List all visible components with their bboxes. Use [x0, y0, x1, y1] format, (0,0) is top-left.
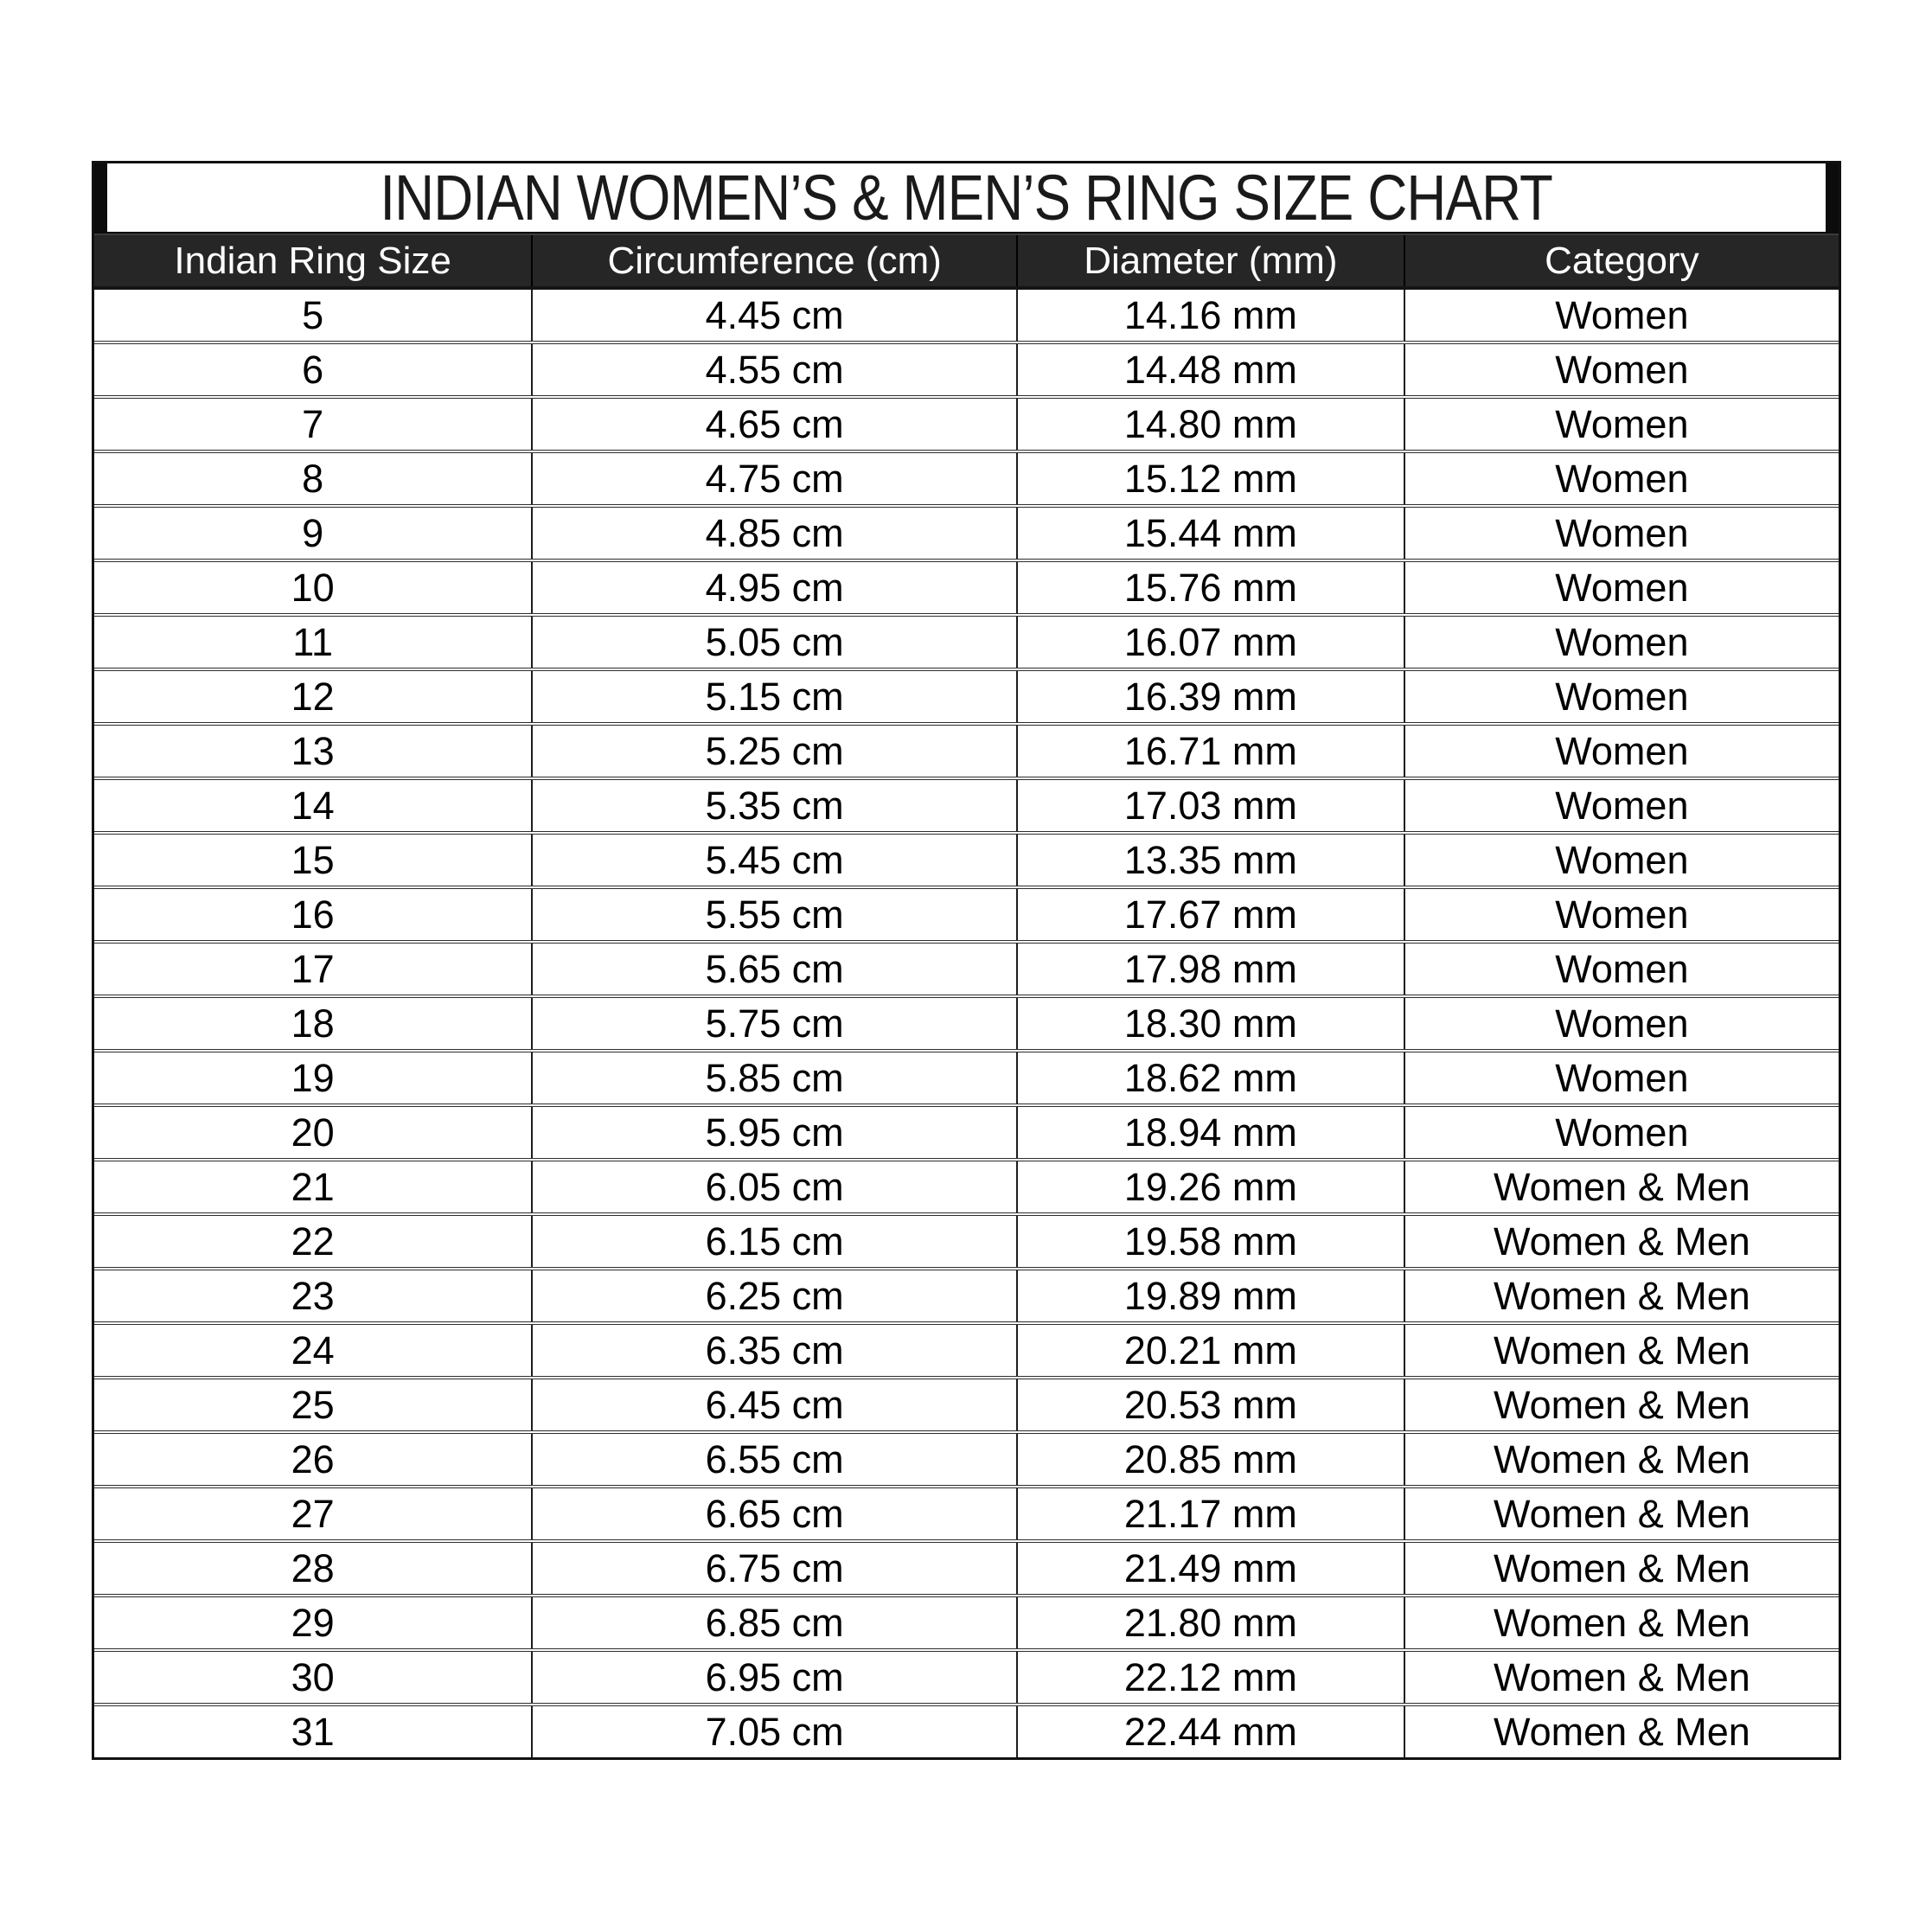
ring-size-cell: 24 [94, 1323, 532, 1378]
diameter-cell: 20.21 mm [1017, 1323, 1404, 1378]
diameter-cell: 16.39 mm [1017, 669, 1404, 724]
category-cell: Women & Men [1404, 1650, 1839, 1705]
ring-size-cell: 27 [94, 1487, 532, 1541]
circumference-cell: 4.65 cm [532, 397, 1017, 451]
circumference-cell: 5.75 cm [532, 996, 1017, 1051]
ring-size-cell: 19 [94, 1051, 532, 1105]
diameter-cell: 14.16 mm [1017, 288, 1404, 342]
circumference-cell: 4.75 cm [532, 451, 1017, 506]
category-cell: Women & Men [1404, 1214, 1839, 1269]
circumference-cell: 5.35 cm [532, 778, 1017, 833]
circumference-cell: 5.05 cm [532, 615, 1017, 669]
circumference-cell: 6.55 cm [532, 1432, 1017, 1487]
table-row [94, 560, 1839, 615]
header-row [94, 234, 1839, 288]
ring-size-cell: 20 [94, 1105, 532, 1160]
table-header [94, 234, 1839, 288]
ring-size-cell: 22 [94, 1214, 532, 1269]
table-row [94, 724, 1839, 778]
circumference-cell: 5.55 cm [532, 887, 1017, 942]
circumference-cell: 6.95 cm [532, 1650, 1017, 1705]
circumference-cell: 4.85 cm [532, 506, 1017, 560]
circumference-cell: 7.05 cm [532, 1705, 1017, 1757]
circumference-cell: 5.95 cm [532, 1105, 1017, 1160]
table-row [94, 669, 1839, 724]
ring-size-cell: 6 [94, 342, 532, 397]
diameter-cell: 15.12 mm [1017, 451, 1404, 506]
category-cell: Women & Men [1404, 1323, 1839, 1378]
category-cell: Women [1404, 942, 1839, 996]
diameter-cell: 14.48 mm [1017, 342, 1404, 397]
ring-size-cell: 31 [94, 1705, 532, 1757]
diameter-cell: 21.17 mm [1017, 1487, 1404, 1541]
diameter-cell: 15.76 mm [1017, 560, 1404, 615]
category-cell: Women [1404, 288, 1839, 342]
category-cell: Women & Men [1404, 1705, 1839, 1757]
circumference-cell: 4.95 cm [532, 560, 1017, 615]
circumference-cell: 4.45 cm [532, 288, 1017, 342]
diameter-cell: 18.30 mm [1017, 996, 1404, 1051]
ring-size-cell: 21 [94, 1160, 532, 1214]
circumference-cell: 6.65 cm [532, 1487, 1017, 1541]
column-header-category: Category [1404, 234, 1839, 288]
category-cell: Women & Men [1404, 1378, 1839, 1432]
diameter-cell: 21.49 mm [1017, 1541, 1404, 1596]
ring-size-cell: 16 [94, 887, 532, 942]
category-cell: Women & Men [1404, 1432, 1839, 1487]
table-row [94, 996, 1839, 1051]
ring-size-cell: 8 [94, 451, 532, 506]
column-header-ring-size: Indian Ring Size [94, 234, 532, 288]
diameter-cell: 15.44 mm [1017, 506, 1404, 560]
table-row [94, 1323, 1839, 1378]
table-row [94, 451, 1839, 506]
table-body [94, 288, 1839, 1757]
ring-size-cell: 14 [94, 778, 532, 833]
circumference-cell: 4.55 cm [532, 342, 1017, 397]
chart-title-banner-inner [107, 163, 1826, 232]
category-cell: Women [1404, 669, 1839, 724]
category-cell: Women & Men [1404, 1160, 1839, 1214]
ring-size-cell: 7 [94, 397, 532, 451]
table-row [94, 1705, 1839, 1757]
diameter-cell: 14.80 mm [1017, 397, 1404, 451]
table-row [94, 1269, 1839, 1323]
ring-size-table [94, 234, 1839, 1757]
diameter-cell: 21.80 mm [1017, 1596, 1404, 1650]
circumference-cell: 5.85 cm [532, 1051, 1017, 1105]
category-cell: Women [1404, 1051, 1839, 1105]
circumference-cell: 6.25 cm [532, 1269, 1017, 1323]
category-cell: Women [1404, 506, 1839, 560]
ring-size-cell: 12 [94, 669, 532, 724]
diameter-cell: 22.44 mm [1017, 1705, 1404, 1757]
circumference-cell: 5.25 cm [532, 724, 1017, 778]
ring-size-cell: 10 [94, 560, 532, 615]
category-cell: Women [1404, 887, 1839, 942]
ring-size-cell: 25 [94, 1378, 532, 1432]
ring-size-cell: 28 [94, 1541, 532, 1596]
table-row [94, 1432, 1839, 1487]
diameter-cell: 17.98 mm [1017, 942, 1404, 996]
diameter-cell: 16.71 mm [1017, 724, 1404, 778]
category-cell: Women [1404, 724, 1839, 778]
table-row [94, 1650, 1839, 1705]
ring-size-cell: 30 [94, 1650, 532, 1705]
table-row [94, 942, 1839, 996]
circumference-cell: 6.75 cm [532, 1541, 1017, 1596]
circumference-cell: 6.85 cm [532, 1596, 1017, 1650]
category-cell: Women [1404, 560, 1839, 615]
ring-size-cell: 29 [94, 1596, 532, 1650]
chart-title-banner [94, 163, 1839, 234]
ring-size-cell: 11 [94, 615, 532, 669]
table-row [94, 288, 1839, 342]
category-cell: Women & Men [1404, 1269, 1839, 1323]
diameter-cell: 19.58 mm [1017, 1214, 1404, 1269]
ring-size-cell: 5 [94, 288, 532, 342]
category-cell: Women [1404, 778, 1839, 833]
table-row [94, 1214, 1839, 1269]
diameter-cell: 20.85 mm [1017, 1432, 1404, 1487]
ring-size-cell: 15 [94, 833, 532, 887]
table-row [94, 1105, 1839, 1160]
ring-size-cell: 13 [94, 724, 532, 778]
table-row [94, 1596, 1839, 1650]
category-cell: Women [1404, 615, 1839, 669]
category-cell: Women [1404, 996, 1839, 1051]
diameter-cell: 17.03 mm [1017, 778, 1404, 833]
category-cell: Women [1404, 397, 1839, 451]
circumference-cell: 5.65 cm [532, 942, 1017, 996]
ring-size-cell: 23 [94, 1269, 532, 1323]
diameter-cell: 20.53 mm [1017, 1378, 1404, 1432]
column-header-circumference: Circumference (cm) [532, 234, 1017, 288]
category-cell: Women [1404, 1105, 1839, 1160]
circumference-cell: 5.15 cm [532, 669, 1017, 724]
diameter-cell: 13.35 mm [1017, 833, 1404, 887]
diameter-cell: 18.62 mm [1017, 1051, 1404, 1105]
ring-size-chart [92, 161, 1841, 1760]
category-cell: Women [1404, 342, 1839, 397]
ring-size-cell: 26 [94, 1432, 532, 1487]
column-header-diameter: Diameter (mm) [1017, 234, 1404, 288]
table-row [94, 833, 1839, 887]
diameter-cell: 18.94 mm [1017, 1105, 1404, 1160]
table-row [94, 506, 1839, 560]
ring-size-cell: 17 [94, 942, 532, 996]
circumference-cell: 6.15 cm [532, 1214, 1017, 1269]
diameter-cell: 19.26 mm [1017, 1160, 1404, 1214]
table-row [94, 1487, 1839, 1541]
category-cell: Women [1404, 451, 1839, 506]
chart-title: INDIAN WOMEN’S & MEN’S RING SIZE CHART [380, 161, 1553, 234]
diameter-cell: 16.07 mm [1017, 615, 1404, 669]
circumference-cell: 6.45 cm [532, 1378, 1017, 1432]
table-row [94, 1051, 1839, 1105]
category-cell: Women & Men [1404, 1596, 1839, 1650]
table-row [94, 342, 1839, 397]
table-row [94, 1160, 1839, 1214]
table-row [94, 1541, 1839, 1596]
category-cell: Women & Men [1404, 1541, 1839, 1596]
circumference-cell: 6.05 cm [532, 1160, 1017, 1214]
circumference-cell: 5.45 cm [532, 833, 1017, 887]
table-row [94, 778, 1839, 833]
ring-size-cell: 9 [94, 506, 532, 560]
diameter-cell: 17.67 mm [1017, 887, 1404, 942]
category-cell: Women [1404, 833, 1839, 887]
table-row [94, 887, 1839, 942]
table-row [94, 397, 1839, 451]
diameter-cell: 22.12 mm [1017, 1650, 1404, 1705]
category-cell: Women & Men [1404, 1487, 1839, 1541]
diameter-cell: 19.89 mm [1017, 1269, 1404, 1323]
table-row [94, 1378, 1839, 1432]
circumference-cell: 6.35 cm [532, 1323, 1017, 1378]
ring-size-cell: 18 [94, 996, 532, 1051]
table-row [94, 615, 1839, 669]
